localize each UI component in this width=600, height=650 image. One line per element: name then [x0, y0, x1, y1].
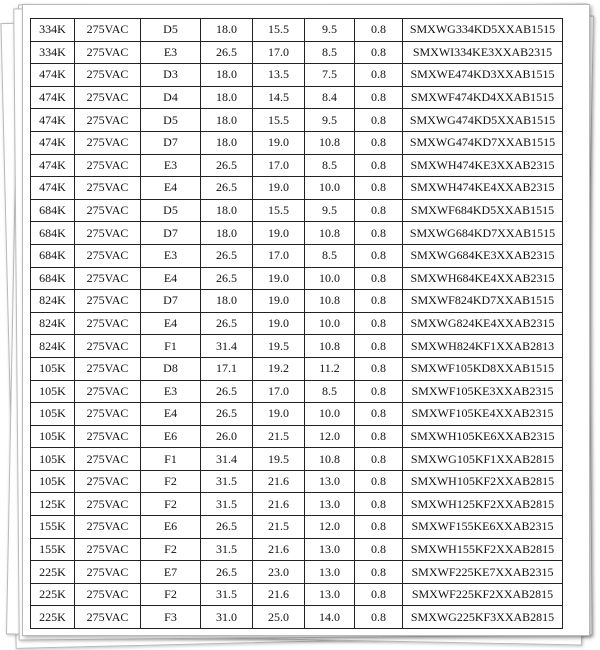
table-row — [31, 267, 563, 290]
table-row — [31, 538, 563, 561]
cell-dim-h: 25.0 — [253, 606, 305, 629]
table-row — [31, 380, 563, 403]
table-row — [31, 516, 563, 539]
cell-case-code: F1 — [141, 335, 201, 358]
table-row — [31, 357, 563, 380]
cell-rated-voltage: 275VAC — [75, 64, 141, 87]
table-row — [31, 244, 563, 267]
cell-dim-h: 19.0 — [253, 267, 305, 290]
cell-dim-h: 19.2 — [253, 357, 305, 380]
cell-part-number: SMXWH474KE3XXAB2315 — [403, 154, 563, 177]
cell-part-number: SMXWG684KD7XXAB1515 — [403, 222, 563, 245]
cell-lead-dia: 0.8 — [355, 606, 403, 629]
cell-lead-dia: 0.8 — [355, 380, 403, 403]
cell-dim-w: 18.0 — [201, 131, 253, 154]
cell-part-number: SMXWF225KF2XXAB2815 — [403, 583, 563, 606]
cell-case-code: E4 — [141, 403, 201, 426]
cell-rated-voltage: 275VAC — [75, 493, 141, 516]
cell-rated-voltage: 275VAC — [75, 357, 141, 380]
cell-part-number: SMXWG474KD5XXAB1515 — [403, 109, 563, 132]
table-row — [31, 425, 563, 448]
table-row — [31, 154, 563, 177]
table-row — [31, 312, 563, 335]
cell-part-number: SMXWH105KF2XXAB2815 — [403, 470, 563, 493]
cell-capacitance-code: 105K — [31, 357, 75, 380]
cell-dim-t: 11.2 — [305, 357, 355, 380]
cell-lead-dia: 0.8 — [355, 177, 403, 200]
cell-rated-voltage: 275VAC — [75, 290, 141, 313]
cell-capacitance-code: 105K — [31, 448, 75, 471]
cell-lead-dia: 0.8 — [355, 335, 403, 358]
cell-case-code: F2 — [141, 583, 201, 606]
cell-dim-h: 21.5 — [253, 425, 305, 448]
cell-rated-voltage: 275VAC — [75, 470, 141, 493]
cell-capacitance-code: 155K — [31, 516, 75, 539]
cell-dim-w: 18.0 — [201, 109, 253, 132]
cell-dim-t: 10.8 — [305, 448, 355, 471]
cell-lead-dia: 0.8 — [355, 244, 403, 267]
cell-capacitance-code: 684K — [31, 222, 75, 245]
cell-capacitance-code: 155K — [31, 538, 75, 561]
cell-part-number: SMXWE474KD3XXAB1515 — [403, 64, 563, 87]
cell-capacitance-code: 474K — [31, 131, 75, 154]
table-row — [31, 86, 563, 109]
cell-part-number: SMXWF684KD5XXAB1515 — [403, 199, 563, 222]
cell-part-number: SMXWF824KD7XXAB1515 — [403, 290, 563, 313]
cell-case-code: D3 — [141, 64, 201, 87]
cell-capacitance-code: 474K — [31, 109, 75, 132]
cell-dim-t: 9.5 — [305, 109, 355, 132]
cell-case-code: F3 — [141, 606, 201, 629]
cell-lead-dia: 0.8 — [355, 267, 403, 290]
table-row — [31, 606, 563, 629]
cell-part-number: SMXWG684KE3XXAB2315 — [403, 244, 563, 267]
cell-capacitance-code: 105K — [31, 470, 75, 493]
table-row — [31, 109, 563, 132]
cell-capacitance-code: 474K — [31, 86, 75, 109]
cell-dim-t: 10.0 — [305, 403, 355, 426]
cell-part-number: SMXWH155KF2XXAB2815 — [403, 538, 563, 561]
cell-case-code: D4 — [141, 86, 201, 109]
cell-capacitance-code: 824K — [31, 290, 75, 313]
cell-lead-dia: 0.8 — [355, 357, 403, 380]
cell-dim-w: 26.5 — [201, 380, 253, 403]
cell-part-number: SMXWH474KE4XXAB2315 — [403, 177, 563, 200]
cell-lead-dia: 0.8 — [355, 131, 403, 154]
cell-capacitance-code: 334K — [31, 41, 75, 64]
cell-dim-t: 9.5 — [305, 19, 355, 42]
cell-part-number: SMXWI334KE3XXAB2315 — [403, 41, 563, 64]
table-row — [31, 222, 563, 245]
cell-dim-h: 21.6 — [253, 538, 305, 561]
cell-lead-dia: 0.8 — [355, 538, 403, 561]
cell-lead-dia: 0.8 — [355, 222, 403, 245]
cell-case-code: E6 — [141, 516, 201, 539]
cell-dim-t: 8.5 — [305, 380, 355, 403]
cell-dim-h: 19.0 — [253, 290, 305, 313]
cell-capacitance-code: 225K — [31, 583, 75, 606]
table-row — [31, 561, 563, 584]
cell-rated-voltage: 275VAC — [75, 86, 141, 109]
cell-dim-h: 23.0 — [253, 561, 305, 584]
table-row — [31, 199, 563, 222]
cell-dim-w: 17.1 — [201, 357, 253, 380]
cell-dim-t: 10.8 — [305, 335, 355, 358]
cell-rated-voltage: 275VAC — [75, 335, 141, 358]
cell-dim-w: 31.5 — [201, 538, 253, 561]
cell-case-code: D5 — [141, 19, 201, 42]
table-row — [31, 403, 563, 426]
cell-lead-dia: 0.8 — [355, 516, 403, 539]
cell-case-code: D7 — [141, 131, 201, 154]
cell-capacitance-code: 474K — [31, 64, 75, 87]
cell-dim-t: 13.0 — [305, 470, 355, 493]
cell-dim-t: 7.5 — [305, 64, 355, 87]
cell-rated-voltage: 275VAC — [75, 199, 141, 222]
cell-dim-w: 18.0 — [201, 222, 253, 245]
cell-dim-w: 18.0 — [201, 64, 253, 87]
cell-dim-w: 18.0 — [201, 290, 253, 313]
cell-rated-voltage: 275VAC — [75, 380, 141, 403]
cell-part-number: SMXWG334KD5XXAB1515 — [403, 19, 563, 42]
cell-capacitance-code: 225K — [31, 606, 75, 629]
cell-rated-voltage: 275VAC — [75, 516, 141, 539]
cell-part-number: SMXWF105KD8XXAB1515 — [403, 357, 563, 380]
cell-dim-t: 9.5 — [305, 199, 355, 222]
cell-dim-t: 10.0 — [305, 312, 355, 335]
cell-rated-voltage: 275VAC — [75, 131, 141, 154]
cell-case-code: E7 — [141, 561, 201, 584]
cell-dim-h: 13.5 — [253, 64, 305, 87]
cell-case-code: F2 — [141, 538, 201, 561]
cell-case-code: D5 — [141, 109, 201, 132]
cell-rated-voltage: 275VAC — [75, 312, 141, 335]
cell-dim-w: 31.5 — [201, 470, 253, 493]
cell-dim-w: 31.0 — [201, 606, 253, 629]
cell-dim-t: 10.8 — [305, 131, 355, 154]
cell-dim-h: 19.5 — [253, 335, 305, 358]
cell-case-code: F1 — [141, 448, 201, 471]
cell-rated-voltage: 275VAC — [75, 177, 141, 200]
cell-lead-dia: 0.8 — [355, 448, 403, 471]
cell-dim-w: 26.5 — [201, 267, 253, 290]
cell-lead-dia: 0.8 — [355, 290, 403, 313]
cell-part-number: SMXWH824KF1XXAB2813 — [403, 335, 563, 358]
cell-capacitance-code: 474K — [31, 154, 75, 177]
cell-capacitance-code: 684K — [31, 199, 75, 222]
cell-case-code: E4 — [141, 312, 201, 335]
cell-capacitance-code: 684K — [31, 244, 75, 267]
cell-case-code: D7 — [141, 222, 201, 245]
cell-part-number: SMXWG105KF1XXAB2815 — [403, 448, 563, 471]
cell-dim-t: 8.5 — [305, 41, 355, 64]
table-row — [31, 493, 563, 516]
cell-lead-dia: 0.8 — [355, 109, 403, 132]
cell-dim-h: 19.0 — [253, 403, 305, 426]
cell-rated-voltage: 275VAC — [75, 561, 141, 584]
cell-dim-t: 12.0 — [305, 425, 355, 448]
cell-capacitance-code: 125K — [31, 493, 75, 516]
cell-dim-h: 19.0 — [253, 222, 305, 245]
cell-dim-h: 21.5 — [253, 516, 305, 539]
cell-capacitance-code: 474K — [31, 177, 75, 200]
table-row — [31, 583, 563, 606]
cell-lead-dia: 0.8 — [355, 41, 403, 64]
cell-rated-voltage: 275VAC — [75, 244, 141, 267]
cell-dim-t: 13.0 — [305, 583, 355, 606]
cell-rated-voltage: 275VAC — [75, 154, 141, 177]
cell-part-number: SMXWF474KD4XXAB1515 — [403, 86, 563, 109]
cell-capacitance-code: 105K — [31, 380, 75, 403]
cell-dim-w: 18.0 — [201, 199, 253, 222]
cell-dim-h: 19.0 — [253, 177, 305, 200]
capacitor-spec-table — [30, 18, 563, 629]
cell-lead-dia: 0.8 — [355, 583, 403, 606]
cell-dim-w: 26.5 — [201, 41, 253, 64]
cell-dim-h: 14.5 — [253, 86, 305, 109]
cell-part-number: SMXWG474KD7XXAB1515 — [403, 131, 563, 154]
table-row — [31, 448, 563, 471]
cell-rated-voltage: 275VAC — [75, 267, 141, 290]
cell-dim-t: 12.0 — [305, 516, 355, 539]
cell-part-number: SMXWG824KE4XXAB2315 — [403, 312, 563, 335]
cell-rated-voltage: 275VAC — [75, 19, 141, 42]
cell-part-number: SMXWH105KE6XXAB2315 — [403, 425, 563, 448]
cell-capacitance-code: 824K — [31, 335, 75, 358]
cell-dim-t: 8.4 — [305, 86, 355, 109]
cell-dim-w: 26.5 — [201, 516, 253, 539]
cell-rated-voltage: 275VAC — [75, 403, 141, 426]
cell-dim-h: 19.0 — [253, 131, 305, 154]
cell-case-code: F2 — [141, 493, 201, 516]
cell-capacitance-code: 105K — [31, 425, 75, 448]
cell-part-number: SMXWF105KE4XXAB2315 — [403, 403, 563, 426]
cell-rated-voltage: 275VAC — [75, 222, 141, 245]
spec-table-body — [31, 19, 563, 629]
cell-dim-h: 15.5 — [253, 19, 305, 42]
cell-lead-dia: 0.8 — [355, 19, 403, 42]
cell-lead-dia: 0.8 — [355, 425, 403, 448]
cell-dim-t: 10.0 — [305, 177, 355, 200]
cell-capacitance-code: 334K — [31, 19, 75, 42]
cell-case-code: E3 — [141, 41, 201, 64]
cell-dim-t: 13.0 — [305, 493, 355, 516]
cell-case-code: E4 — [141, 177, 201, 200]
cell-case-code: E4 — [141, 267, 201, 290]
table-row — [31, 335, 563, 358]
cell-dim-h: 19.0 — [253, 312, 305, 335]
cell-dim-w: 26.5 — [201, 403, 253, 426]
table-row — [31, 41, 563, 64]
cell-dim-h: 15.5 — [253, 199, 305, 222]
cell-dim-w: 26.5 — [201, 561, 253, 584]
cell-dim-w: 31.4 — [201, 448, 253, 471]
cell-dim-h: 21.6 — [253, 493, 305, 516]
cell-part-number: SMXWF155KE6XXAB2315 — [403, 516, 563, 539]
cell-dim-h: 21.6 — [253, 583, 305, 606]
cell-dim-w: 18.0 — [201, 19, 253, 42]
cell-part-number: SMXWG225KF3XXAB2815 — [403, 606, 563, 629]
cell-dim-h: 21.6 — [253, 470, 305, 493]
cell-dim-w: 18.0 — [201, 86, 253, 109]
cell-lead-dia: 0.8 — [355, 493, 403, 516]
cell-dim-t: 8.5 — [305, 244, 355, 267]
table-row — [31, 177, 563, 200]
cell-capacitance-code: 684K — [31, 267, 75, 290]
cell-case-code: D5 — [141, 199, 201, 222]
cell-dim-w: 26.5 — [201, 312, 253, 335]
cell-dim-t: 14.0 — [305, 606, 355, 629]
table-row — [31, 19, 563, 42]
cell-capacitance-code: 105K — [31, 403, 75, 426]
cell-case-code: E3 — [141, 380, 201, 403]
cell-lead-dia: 0.8 — [355, 154, 403, 177]
cell-part-number: SMXWH684KE4XXAB2315 — [403, 267, 563, 290]
cell-dim-h: 17.0 — [253, 380, 305, 403]
cell-dim-h: 17.0 — [253, 244, 305, 267]
cell-capacitance-code: 824K — [31, 312, 75, 335]
table-row — [31, 470, 563, 493]
cell-case-code: E6 — [141, 425, 201, 448]
cell-capacitance-code: 225K — [31, 561, 75, 584]
cell-dim-h: 19.5 — [253, 448, 305, 471]
cell-dim-w: 31.5 — [201, 493, 253, 516]
cell-lead-dia: 0.8 — [355, 561, 403, 584]
table-row — [31, 290, 563, 313]
cell-rated-voltage: 275VAC — [75, 41, 141, 64]
cell-dim-h: 17.0 — [253, 41, 305, 64]
cell-dim-w: 26.0 — [201, 425, 253, 448]
cell-lead-dia: 0.8 — [355, 403, 403, 426]
cell-dim-w: 26.5 — [201, 154, 253, 177]
cell-lead-dia: 0.8 — [355, 64, 403, 87]
cell-dim-t: 10.0 — [305, 267, 355, 290]
cell-part-number: SMXWF225KE7XXAB2315 — [403, 561, 563, 584]
cell-rated-voltage: 275VAC — [75, 583, 141, 606]
cell-lead-dia: 0.8 — [355, 86, 403, 109]
cell-dim-t: 8.5 — [305, 154, 355, 177]
cell-rated-voltage: 275VAC — [75, 538, 141, 561]
cell-rated-voltage: 275VAC — [75, 448, 141, 471]
cell-part-number: SMXWF105KE3XXAB2315 — [403, 380, 563, 403]
table-row — [31, 131, 563, 154]
cell-dim-t: 10.8 — [305, 222, 355, 245]
cell-case-code: D7 — [141, 290, 201, 313]
cell-rated-voltage: 275VAC — [75, 606, 141, 629]
cell-lead-dia: 0.8 — [355, 199, 403, 222]
cell-dim-w: 26.5 — [201, 244, 253, 267]
cell-dim-h: 15.5 — [253, 109, 305, 132]
cell-dim-w: 31.4 — [201, 335, 253, 358]
cell-rated-voltage: 275VAC — [75, 425, 141, 448]
cell-lead-dia: 0.8 — [355, 312, 403, 335]
table-row — [31, 64, 563, 87]
cell-dim-t: 10.8 — [305, 290, 355, 313]
cell-dim-w: 26.5 — [201, 177, 253, 200]
cell-dim-w: 31.5 — [201, 583, 253, 606]
cell-lead-dia: 0.8 — [355, 470, 403, 493]
cell-dim-t: 13.0 — [305, 561, 355, 584]
cell-part-number: SMXWH125KF2XXAB2815 — [403, 493, 563, 516]
cell-case-code: E3 — [141, 154, 201, 177]
cell-case-code: D8 — [141, 357, 201, 380]
cell-dim-h: 17.0 — [253, 154, 305, 177]
cell-case-code: E3 — [141, 244, 201, 267]
cell-dim-t: 13.0 — [305, 538, 355, 561]
cell-case-code: F2 — [141, 470, 201, 493]
cell-rated-voltage: 275VAC — [75, 109, 141, 132]
